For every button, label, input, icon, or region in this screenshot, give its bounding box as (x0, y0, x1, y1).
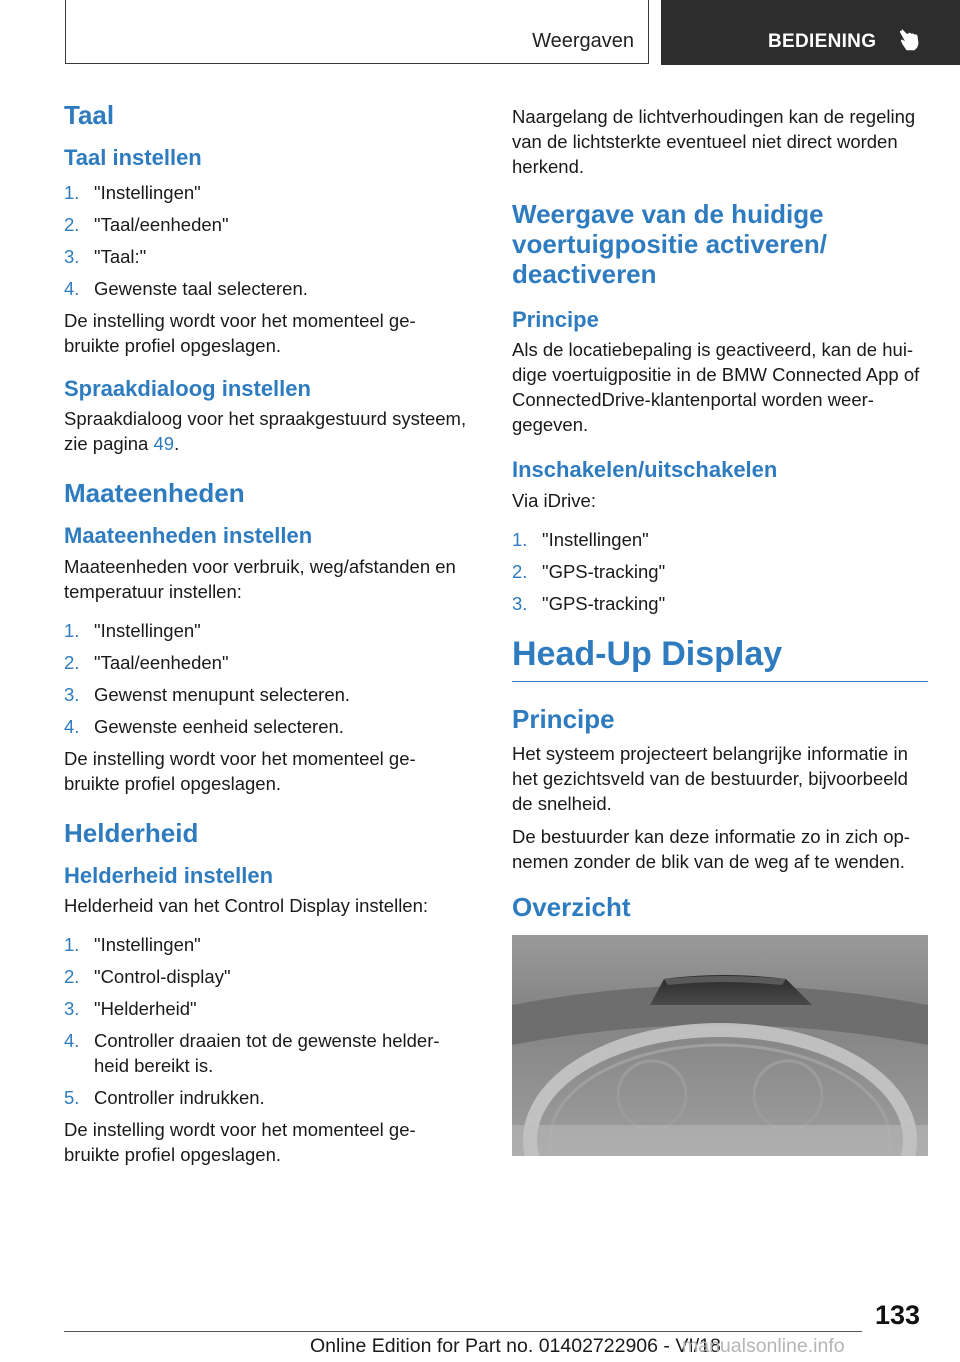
list-item: 2. "Control-display" (64, 966, 231, 988)
header-chapter-tab (661, 0, 960, 65)
section-title-helderheid: Helderheid (64, 817, 199, 848)
left-column (64, 100, 484, 1175)
list-item: 2. "GPS-tracking" (512, 560, 666, 582)
dashboard-photo (512, 935, 928, 1156)
page-link[interactable]: 49 (153, 432, 175, 454)
brightness-intro: Naargelang de lichtverhoudingen kan de regeling van de lichtsterkte eventueel niet direct worden herkend. (512, 106, 916, 177)
list-item: 1. "Instellingen" (512, 528, 649, 550)
principe-text: Als de locatiebepaling is geactiveerd, kan de hui- dige voertuigpositie in de BMW Connected App of ConnectedDrive-klantenportal worden weer- gegeven. (512, 339, 920, 436)
subsection-title-maateenheden-instellen: Maateenheden instellen (64, 523, 313, 549)
via-idrive: Via iDrive: (512, 489, 596, 511)
list-item: 4. Gewenste taal selecteren. (64, 277, 308, 299)
hand-pointing-icon (897, 25, 923, 53)
section-title-overzicht: Overzicht (512, 891, 631, 922)
subsection-title-taal-instellen: Taal instellen (64, 145, 202, 171)
list-item: 2. "Taal/eenheden" (64, 651, 229, 673)
chapter-label: BEDIENING (768, 31, 877, 52)
list-item: 3. "GPS-tracking" (512, 592, 666, 614)
footer-divider (64, 1331, 862, 1332)
hud-text-1: Het systeem projecteert belangrijke informatie in het gezichtsveld van de bestuurder, bijvoorbeeld de snelheid. (512, 742, 908, 814)
subsection-title-spraakdialoog: Spraakdialoog instellen (64, 375, 311, 401)
list-item: 5. Controller indrukken. (64, 1087, 265, 1109)
list-item: 2. "Taal/eenheden" (64, 213, 229, 235)
spraak-text: Spraakdialoog voor het spraakgestuurd systeem, zie pagina 49. (64, 407, 467, 454)
maat-steps (64, 618, 484, 739)
list-item: 3. Gewenst menupunt selecteren. (64, 683, 351, 705)
maat-intro: Maateenheden voor verbruik, weg/afstanden en temperatuur instellen: (64, 555, 456, 602)
page-number: 133 (875, 1300, 921, 1330)
section-title-hud-principe: Principe (512, 703, 615, 734)
subsection-title-principe: Principe (512, 307, 599, 332)
subsection-title-helderheid-instellen: Helderheid instellen (64, 862, 274, 888)
list-item: 4. Gewenste eenheid selecteren. (64, 715, 344, 737)
section-title-maateenheden: Maateenheden (64, 477, 245, 508)
list-item: 3. "Taal:" (64, 245, 147, 267)
gps-steps (512, 527, 928, 616)
header-section-title: Weergaven (532, 30, 634, 52)
taal-note: De instelling wordt voor het momenteel ge- bruikte profiel opgeslagen. (64, 309, 416, 356)
hud-text-2: De bestuurder kan deze informatie zo in zich op- nemen zonder de blik van de weg af te wenden. (512, 825, 910, 872)
taal-steps (64, 180, 484, 301)
maat-note: De instelling wordt voor het momenteel ge- bruikte profiel opgeslagen. (64, 747, 416, 794)
footer-watermark: manualsonline.info (682, 1335, 845, 1357)
section-title-voertuigpositie: Weergave van de huidige voertuigpositie activeren/ deactiveren (512, 199, 827, 289)
helder-note: De instelling wordt voor het momenteel ge- bruikte profiel opgeslagen. (64, 1119, 416, 1166)
list-item: 1. "Instellingen" (64, 934, 201, 956)
right-column (512, 104, 928, 1156)
list-item: 4. Controller draaien tot de gewenste helder- heid bereikt is. (64, 1030, 440, 1077)
list-item: 1. "Instellingen" (64, 181, 201, 203)
helder-steps (64, 932, 484, 1110)
section-title-taal: Taal (64, 100, 115, 130)
chapter-title-head-up-display: Head-Up Display (512, 634, 928, 682)
list-item: 3. "Helderheid" (64, 998, 197, 1020)
subsection-title-inschakelen: Inschakelen/uitschakelen (512, 457, 778, 483)
footer-edition: Online Edition for Part no. 01402722906 - VI/18 (310, 1335, 721, 1357)
helder-intro: Helderheid van het Control Display instellen: (64, 895, 429, 917)
list-item: 1. "Instellingen" (64, 619, 201, 641)
header-frame (65, 0, 649, 64)
